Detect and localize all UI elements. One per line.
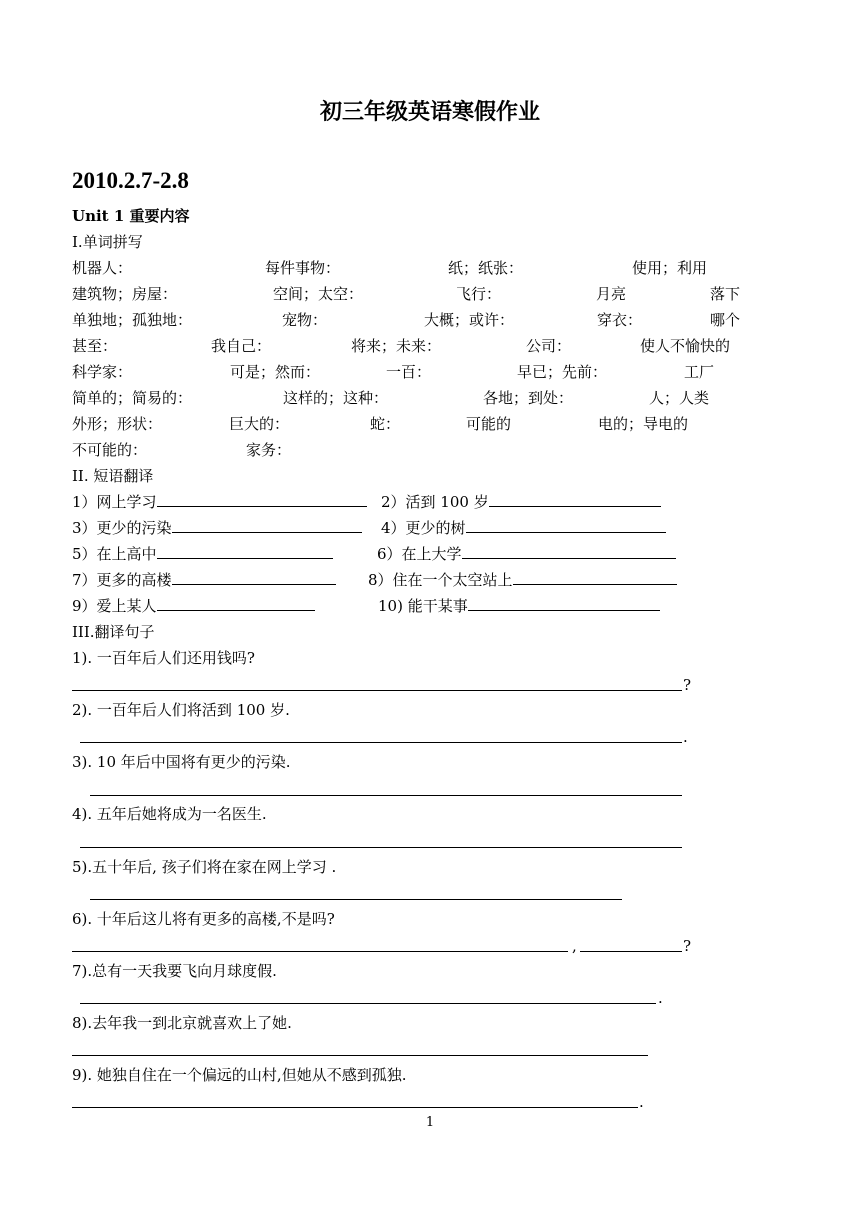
sentence-prompt: 3). 10 年后中国将有更少的污染. [72,753,291,771]
vocab-item: 哪个 [710,311,741,329]
answer-blank[interactable] [462,544,676,559]
answer-line[interactable] [72,690,682,691]
sentence-prompt: 5).五十年后, 孩子们将在家在网上学习 . [72,858,337,876]
vocab-item: 公司： [526,337,572,355]
vocab-item: 大概；或许： [424,311,515,329]
answer-line[interactable] [80,742,682,743]
vocab-item: 机器人： [72,259,133,277]
sentence-prompt: 2). 一百年后人们将活到 100 岁. [72,701,290,719]
vocab-item: 建筑物；房屋： [72,285,178,303]
phrase-item: 3）更少的污染 [72,518,362,538]
page-title: 初三年级英语寒假作业 [319,100,540,125]
answer-line[interactable] [90,899,622,900]
answer-blank[interactable] [513,570,677,585]
date-heading: 2010.2.7-2.8 [72,168,189,193]
answer-line[interactable] [72,1107,638,1108]
vocab-item: 纸；纸张： [448,259,524,277]
answer-line[interactable] [580,951,682,952]
vocab-item: 科学家： [72,363,133,381]
end-mark: ? [683,676,692,694]
phrase-item: 4）更少的树 [381,518,666,538]
section3-heading: III.翻译句子 [72,623,155,641]
answer-line[interactable] [90,795,682,796]
vocab-item: 单独地；孤独地： [72,311,193,329]
vocab-item: 人；人类 [649,389,710,407]
section2-heading: II. 短语翻译 [72,467,154,485]
vocab-item: 简单的；简易的： [72,389,193,407]
vocab-item: 可是；然而： [230,363,321,381]
sentence-prompt: 6). 十年后这儿将有更多的高楼,不是吗? [72,910,335,928]
phrase-item: 2）活到 100 岁 [381,492,661,512]
end-mark: ? [683,937,692,955]
answer-line[interactable] [80,1003,656,1004]
sentence-prompt: 8).去年我一到北京就喜欢上了她. [72,1014,292,1032]
phrase-item: 7）更多的高楼 [72,570,336,590]
vocab-item: 每件事物： [265,259,341,277]
vocab-item: 早已；先前： [517,363,608,381]
answer-blank[interactable] [157,596,315,611]
vocab-item: 一百： [386,363,432,381]
phrase-item: 8）住在一个太空站上 [368,570,677,590]
sentence-prompt: 9). 她独自住在一个偏远的山村,但她从不感到孤独. [72,1066,407,1084]
vocab-item: 我自己： [211,337,272,355]
vocab-item: 工厂 [684,363,715,381]
answer-line[interactable] [72,1055,648,1056]
answer-blank[interactable] [489,492,661,507]
vocab-item: 穿衣： [597,311,643,329]
vocab-item: 将来；未来： [351,337,442,355]
vocab-item: 月亮 [596,285,627,303]
vocab-item: 蛇： [370,415,401,433]
unit-heading: Unit 1 重要内容 [72,207,190,225]
answer-blank[interactable] [172,518,362,533]
answer-line[interactable] [80,847,682,848]
vocab-item: 空间；太空： [273,285,364,303]
sentence-prompt: 1). 一百年后人们还用钱吗? [72,649,255,667]
vocab-item: 不可能的： [72,441,148,459]
answer-blank[interactable] [468,596,660,611]
page-number: 1 [425,1115,435,1130]
sentence-prompt: 7).总有一天我要飞向月球度假. [72,962,277,980]
answer-line[interactable] [72,951,568,952]
answer-blank[interactable] [157,544,333,559]
section1-heading: I.单词拼写 [72,233,143,251]
vocab-item: 使用；利用 [632,259,708,277]
phrase-item: 5）在上高中 [72,544,333,564]
answer-blank[interactable] [466,518,666,533]
vocab-item: 落下 [710,285,741,303]
end-mark: , [572,937,577,955]
vocab-item: 电的；导电的 [598,415,689,433]
end-mark: . [658,989,663,1007]
vocab-item: 可能的 [466,415,512,433]
answer-blank[interactable] [157,492,367,507]
phrase-item: 1）网上学习 [72,492,367,512]
vocab-item: 这样的；这种： [283,389,389,407]
vocab-item: 飞行： [456,285,502,303]
phrase-item: 10) 能干某事 [378,596,660,616]
phrase-item: 9）爱上某人 [72,596,315,616]
phrase-item: 6）在上大学 [377,544,676,564]
vocab-item: 各地；到处： [483,389,574,407]
vocab-item: 使人不愉快的 [640,337,731,355]
end-mark: . [639,1093,644,1111]
vocab-item: 宠物： [282,311,328,329]
vocab-item: 家务： [246,441,292,459]
end-mark: . [683,728,688,746]
vocab-item: 外形；形状： [72,415,163,433]
vocab-item: 甚至： [72,337,118,355]
vocab-item: 巨大的： [229,415,290,433]
answer-blank[interactable] [172,570,336,585]
sentence-prompt: 4). 五年后她将成为一名医生. [72,805,267,823]
